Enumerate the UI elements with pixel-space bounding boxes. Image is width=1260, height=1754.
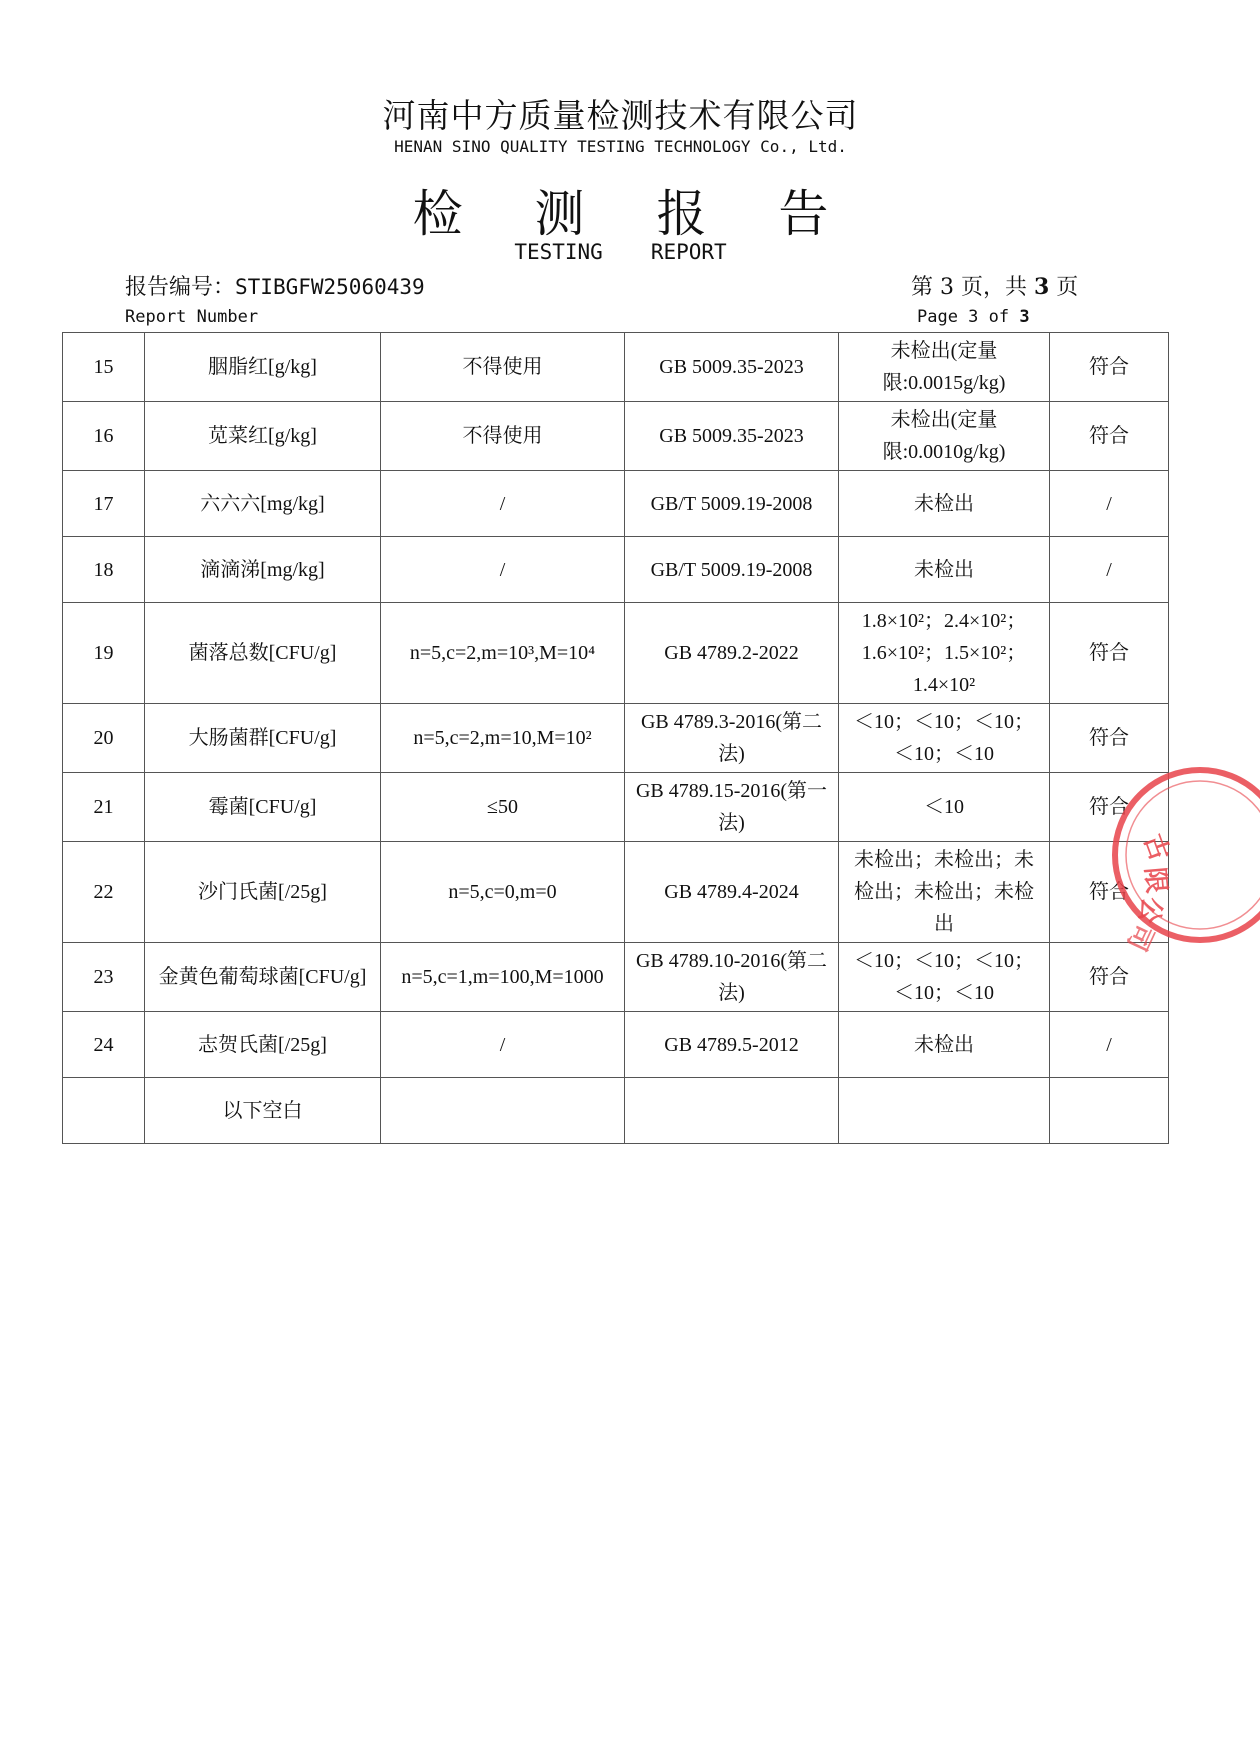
cell-method: GB/T 5009.19-2008: [625, 471, 839, 537]
cell-standard: /: [381, 537, 625, 603]
cell-conclusion: /: [1050, 1012, 1169, 1078]
cell-standard: 不得使用: [381, 333, 625, 402]
cell-item: 大肠菌群[CFU/g]: [145, 704, 381, 773]
cell-method: GB 4789.4-2024: [625, 842, 839, 943]
cell-no: 20: [63, 704, 145, 773]
cell-no: [63, 1078, 145, 1144]
page-indicator-en: [917, 307, 1030, 327]
report-title-cn: 检 测 报 告: [412, 185, 857, 243]
cell-no: 16: [63, 402, 145, 471]
table-row: [63, 402, 1169, 471]
report-number-value: STIBGFW25060439: [235, 275, 425, 299]
cell-conclusion: /: [1050, 537, 1169, 603]
cell-conclusion: 符合: [1050, 402, 1169, 471]
cell-result: 未检出(定量限:0.0010g/kg): [839, 402, 1050, 471]
cell-standard: ≤50: [381, 773, 625, 842]
cell-method: GB 5009.35-2023: [625, 333, 839, 402]
cell-no: 22: [63, 842, 145, 943]
report-number: [125, 270, 425, 301]
cell-method: GB 4789.3-2016(第二法): [625, 704, 839, 773]
page-en-total: 3: [1019, 307, 1030, 327]
table-row: [63, 603, 1169, 704]
cell-item: 胭脂红[g/kg]: [145, 333, 381, 402]
cell-no: 19: [63, 603, 145, 704]
table-row: [63, 943, 1169, 1012]
cell-conclusion: 符合: [1050, 704, 1169, 773]
cell-no: 15: [63, 333, 145, 402]
cell-standard: n=5,c=1,m=100,M=1000: [381, 943, 625, 1012]
svg-text:公: 公: [1132, 894, 1167, 926]
cell-item: 以下空白: [145, 1078, 381, 1144]
cell-no: 24: [63, 1012, 145, 1078]
page-cn-suffix: 页: [1049, 275, 1079, 300]
report-title-en-testing: TESTING: [514, 240, 603, 264]
page-cn-prefix: 第 3 页，共: [911, 275, 1034, 300]
cell-result: 未检出；未检出；未检出；未检出；未检出: [839, 842, 1050, 943]
cell-standard: /: [381, 471, 625, 537]
page-en-prefix: Page 3 of: [917, 307, 1020, 327]
report-number-en: Report Number: [125, 307, 259, 327]
table-row: [63, 842, 1169, 943]
cell-no: 17: [63, 471, 145, 537]
cell-result: 未检出: [839, 537, 1050, 603]
table-row: [63, 773, 1169, 842]
cell-conclusion: 符合: [1050, 842, 1169, 943]
table-row: [63, 1078, 1169, 1144]
cell-item: 霉菌[CFU/g]: [145, 773, 381, 842]
cell-standard: n=5,c=2,m=10,M=10²: [381, 704, 625, 773]
report-title-en: [0, 240, 1241, 264]
svg-text:限: 限: [1139, 865, 1172, 895]
cell-standard: n=5,c=2,m=10³,M=10⁴: [381, 603, 625, 704]
cell-no: 18: [63, 537, 145, 603]
cell-standard: [381, 1078, 625, 1144]
cell-standard: /: [381, 1012, 625, 1078]
page-cn-total: 3: [1033, 274, 1050, 300]
cell-conclusion: 符合: [1050, 943, 1169, 1012]
cell-method: GB 4789.5-2012: [625, 1012, 839, 1078]
cell-standard: n=5,c=0,m=0: [381, 842, 625, 943]
cell-no: 23: [63, 943, 145, 1012]
cell-result: 1.8×10²；2.4×10²；1.6×10²；1.5×10²；1.4×10²: [839, 603, 1050, 704]
cell-conclusion: /: [1050, 471, 1169, 537]
svg-text:古: 古: [1137, 830, 1175, 865]
cell-result: 未检出: [839, 471, 1050, 537]
cell-item: 金黄色葡萄球菌[CFU/g]: [145, 943, 381, 1012]
table-row: [63, 1012, 1169, 1078]
cell-method: GB 4789.15-2016(第一法): [625, 773, 839, 842]
cell-method: GB 4789.10-2016(第二法): [625, 943, 839, 1012]
cell-method: GB/T 5009.19-2008: [625, 537, 839, 603]
cell-result: ＜10: [839, 773, 1050, 842]
cell-method: GB 5009.35-2023: [625, 402, 839, 471]
results-table: [62, 332, 1172, 1144]
cell-item: 滴滴涕[mg/kg]: [145, 537, 381, 603]
cell-item: 苋菜红[g/kg]: [145, 402, 381, 471]
table-row: [63, 704, 1169, 773]
cell-method: GB 4789.2-2022: [625, 603, 839, 704]
cell-result: [839, 1078, 1050, 1144]
table-row: [63, 333, 1169, 402]
cell-no: 21: [63, 773, 145, 842]
company-name-en: HENAN SINO QUALITY TESTING TECHNOLOGY Co., Ltd.: [394, 137, 847, 156]
cell-item: 菌落总数[CFU/g]: [145, 603, 381, 704]
cell-conclusion: [1050, 1078, 1169, 1144]
cell-item: 沙门氏菌[/25g]: [145, 842, 381, 943]
report-number-label: 报告编号：: [125, 275, 236, 300]
svg-text:司: 司: [1120, 919, 1159, 956]
report-title-en-report: REPORT: [650, 240, 727, 264]
table-row: [63, 471, 1169, 537]
cell-conclusion: 符合: [1050, 603, 1169, 704]
cell-result: 未检出(定量限:0.0015g/kg): [839, 333, 1050, 402]
cell-item: 六六六[mg/kg]: [145, 471, 381, 537]
cell-item: 志贺氏菌[/25g]: [145, 1012, 381, 1078]
cell-result: 未检出: [839, 1012, 1050, 1078]
cell-conclusion: 符合: [1050, 333, 1169, 402]
cell-method: [625, 1078, 839, 1144]
page-indicator-cn: [911, 270, 1078, 301]
cell-conclusion: 符合: [1050, 773, 1169, 842]
cell-standard: 不得使用: [381, 402, 625, 471]
cell-result: ＜10；＜10；＜10；＜10；＜10: [839, 704, 1050, 773]
cell-result: ＜10；＜10；＜10；＜10；＜10: [839, 943, 1050, 1012]
table-row: [63, 537, 1169, 603]
company-name-cn: 河南中方质量检测技术有限公司: [382, 96, 859, 135]
